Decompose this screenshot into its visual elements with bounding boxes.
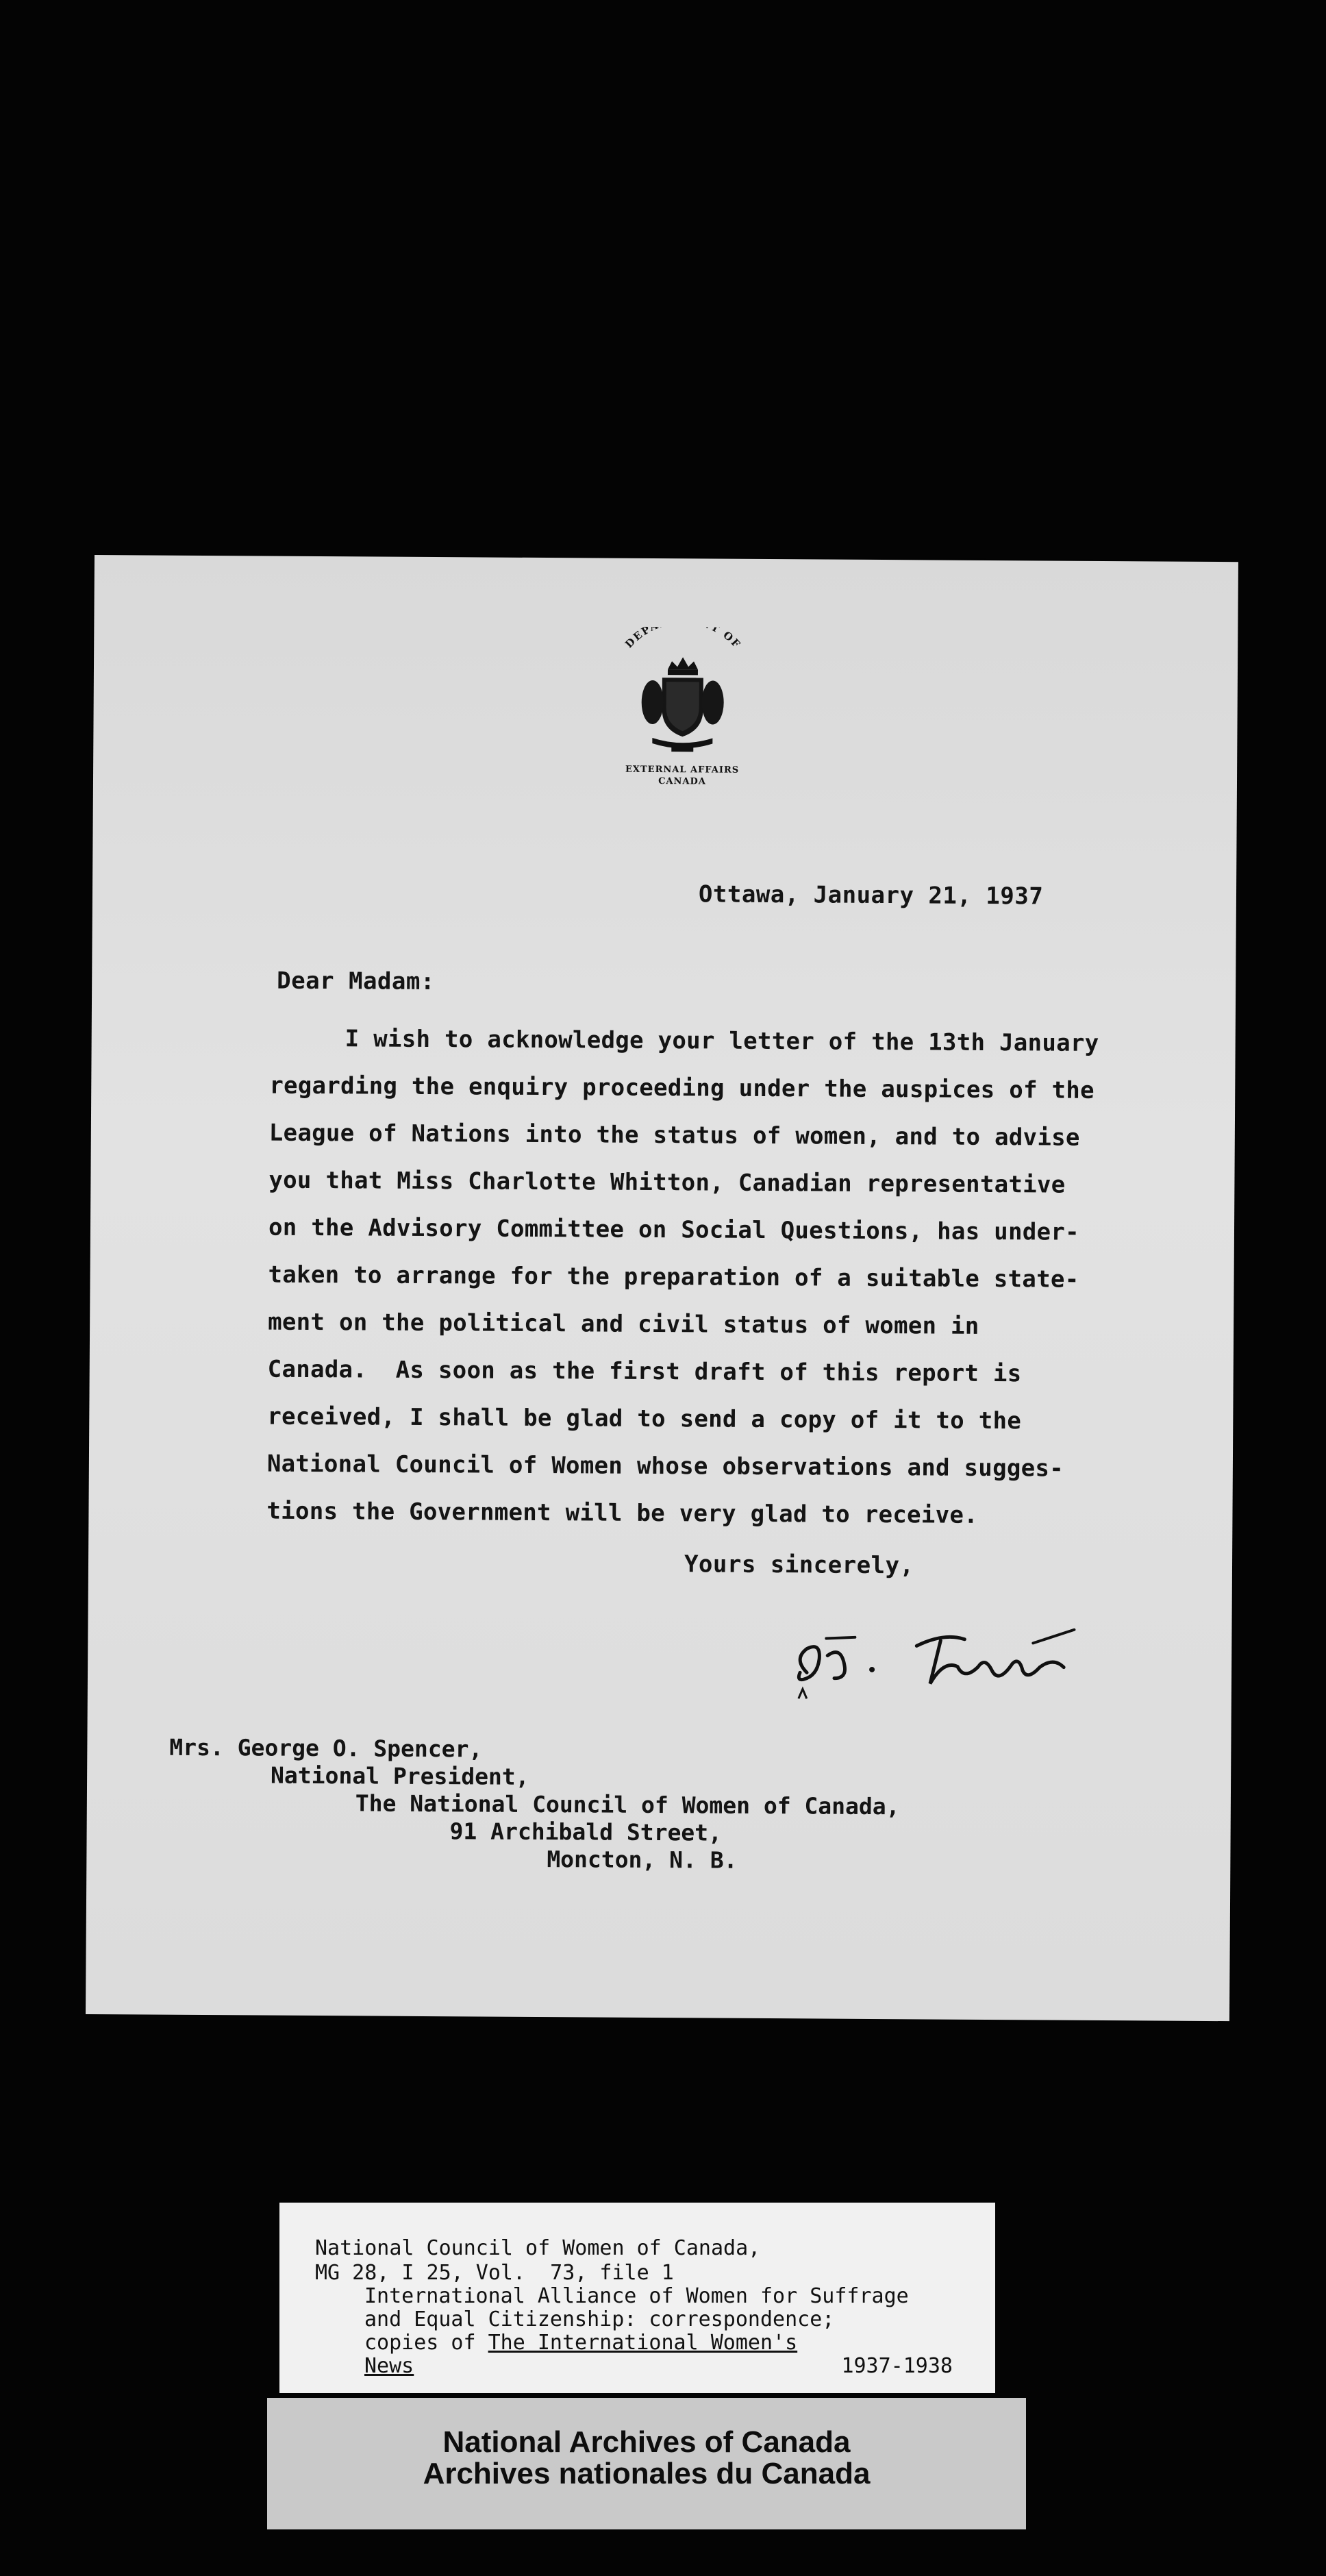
address-line: The National Council of Women of Canada, — [355, 1789, 900, 1820]
body-line: taken to arrange for the preparation of a suitable state- — [268, 1261, 1079, 1293]
publication-title: The International Women's — [488, 2331, 798, 2355]
reference-line: National Council of Women of Canada, — [315, 2236, 761, 2260]
letterhead — [586, 626, 779, 785]
archive-reference-label — [279, 2203, 995, 2393]
handwritten-signature — [779, 1618, 1109, 1722]
body-line: I wish to acknowledge your letter of the 13th January — [345, 1025, 1099, 1057]
address-line: National President, — [271, 1761, 529, 1790]
letterhead-arc-text: DEPARTMENT OF — [623, 626, 744, 652]
reference-line — [364, 2331, 797, 2355]
letterhead-department: EXTERNAL AFFAIRS — [625, 764, 740, 776]
address-line: Mrs. George O. Spencer, — [169, 1733, 483, 1763]
address-line: 91 Archibald Street, — [449, 1818, 723, 1846]
salutation: Dear Madam: — [277, 967, 435, 996]
archives-name-french: Archives nationales du Canada — [423, 2457, 871, 2490]
letter-body — [266, 1015, 1174, 1541]
body-line: regarding the enquiry proceeding under the auspices of the — [269, 1072, 1095, 1104]
letterhead-caption — [586, 763, 778, 788]
body-line: tions the Government will be very glad to receive. — [266, 1497, 979, 1529]
body-line: on the Advisory Committee on Social Questions, has under- — [268, 1213, 1079, 1246]
body-line: received, I shall be glad to send a copy of it to the — [267, 1402, 1022, 1435]
address-line: Moncton, N. B. — [547, 1846, 738, 1874]
coat-of-arms-icon — [586, 626, 779, 785]
reference-line: and Equal Citizenship: correspondence; — [364, 2307, 835, 2331]
reference-line: MG 28, I 25, Vol. 73, file 1 — [315, 2261, 674, 2285]
body-line: Canada. As soon as the first draft of this report is — [267, 1355, 1022, 1388]
national-archives-banner — [267, 2398, 1026, 2529]
body-line: you that Miss Charlotte Whitton, Canadian representative — [268, 1166, 1066, 1199]
reference-prefix: copies of — [364, 2331, 488, 2355]
letterhead-country: CANADA — [658, 776, 706, 787]
svg-text:DEPARTMENT OF — [623, 626, 743, 651]
letter-date: Ottawa, January 21, 1937 — [698, 880, 1044, 911]
body-line: ment on the political and civil status of women in — [268, 1308, 979, 1340]
letter-sheet — [86, 555, 1238, 2021]
reference-dates: 1937-1938 — [841, 2354, 953, 2378]
body-line: National Council of Women whose observations and sugges- — [266, 1450, 1064, 1483]
closing: Yours sincerely, — [684, 1550, 914, 1580]
body-line: League of Nations into the status of women, and to advise — [268, 1119, 1080, 1152]
archives-name-english: National Archives of Canada — [442, 2425, 851, 2459]
recipient-address — [168, 1734, 900, 1876]
publication-title-cont: News — [364, 2354, 414, 2378]
reference-line: International Alliance of Women for Suffrage — [364, 2284, 909, 2308]
